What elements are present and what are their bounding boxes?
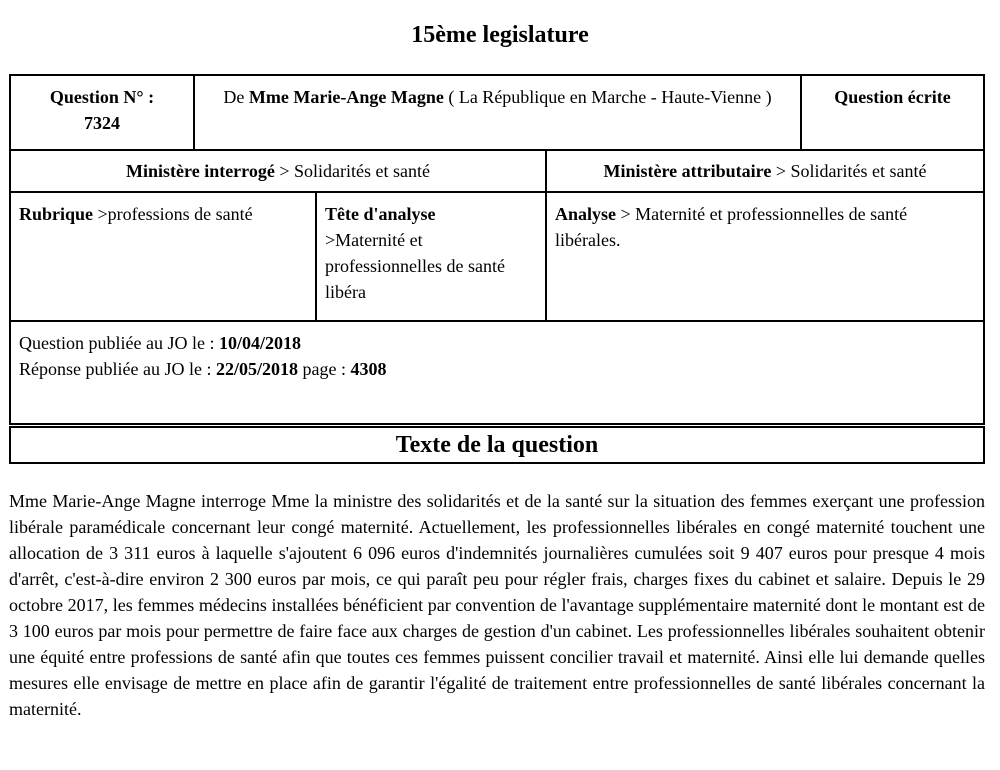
question-number-cell [10,75,194,150]
analyse-cell [546,192,984,321]
ministere-interroge-label: Ministère interrogé [126,161,275,181]
question-number-label: Question N° : [49,87,155,107]
question-number: 7324 [84,113,120,133]
response-published-label: Réponse publiée au JO le : [19,359,216,379]
rubrique-cell [10,192,316,321]
publication-cell [10,321,984,424]
rubrique-value: >professions de santé [93,204,253,224]
page-title: 15ème legislature [411,22,589,48]
ministere-interroge-value: > Solidarités et santé [274,161,430,181]
tete-analyse-value: >Maternité et professionnelles de santé libéra [325,230,505,302]
page-number: 4308 [350,359,387,379]
author-cell [194,75,801,150]
tete-analyse-label: Tête d'analyse [325,204,436,224]
analyse-label: Analyse [555,204,617,224]
author-group: ( La République en Marche - Haute-Vienne ) [443,87,772,107]
section-title: Texte de la question [9,426,985,464]
question-metadata-table [9,74,985,425]
ministere-attributaire-label: Ministère attributaire [603,161,772,181]
analyse-value: > Maternité et professionnelles de santé libérales. [555,204,908,250]
author-name: Mme Marie-Ange Magne [248,87,444,107]
ministere-attributaire-cell [546,150,984,192]
rubrique-label: Rubrique [19,204,94,224]
question-published-label: Question publiée au JO le : [19,333,219,353]
ministere-attributaire-value: > Solidarités et santé [771,161,927,181]
question-text: Mme Marie-Ange Magne interroge Mme la ministre des solidarités et de la santé sur la situation des femmes exerçant une profession libérale paramédicale concernant leur congé maternité. Actuellement, les professionnelles libérales en congé maternité touchent une allocation de 3 311 euros à laquelle s'ajoutent 6 096 euros d'indemnités journalières cumulées soit 9 407 euros pour presque 4 mois d'arrêt, c'est-à-dire environ 2 300 euros par mois, ce qui paraît peu pour régler frais, charges fixes du cabinet et salaire. Depuis le 29 octobre 2017, les femmes médecins installées bénéficient par convention de l'avantage supplémentaire maternité dont le montant est de 3 100 euros par mois pour permettre de faire face aux charges de gestion d'un cabinet. Les professionnelles libérales souhaitent obtenir une équité entre professions de santé afin que toutes ces femmes puissent concilier travail et maternité. Ainsi elle lui demande quelles mesures elle envisage de mettre en place afin de garantir l'égalité de traitement entre professionnelles de santé libérales concernant la maternité. [9,491,985,719]
question-published-date: 10/04/2018 [218,333,301,353]
ministere-interroge-cell [10,150,546,192]
question-type: Question écrite [801,75,984,150]
tete-analyse-cell [316,192,546,321]
page-label: page : [297,359,351,379]
author-prefix: De [223,87,249,107]
response-published-date: 22/05/2018 [215,359,298,379]
